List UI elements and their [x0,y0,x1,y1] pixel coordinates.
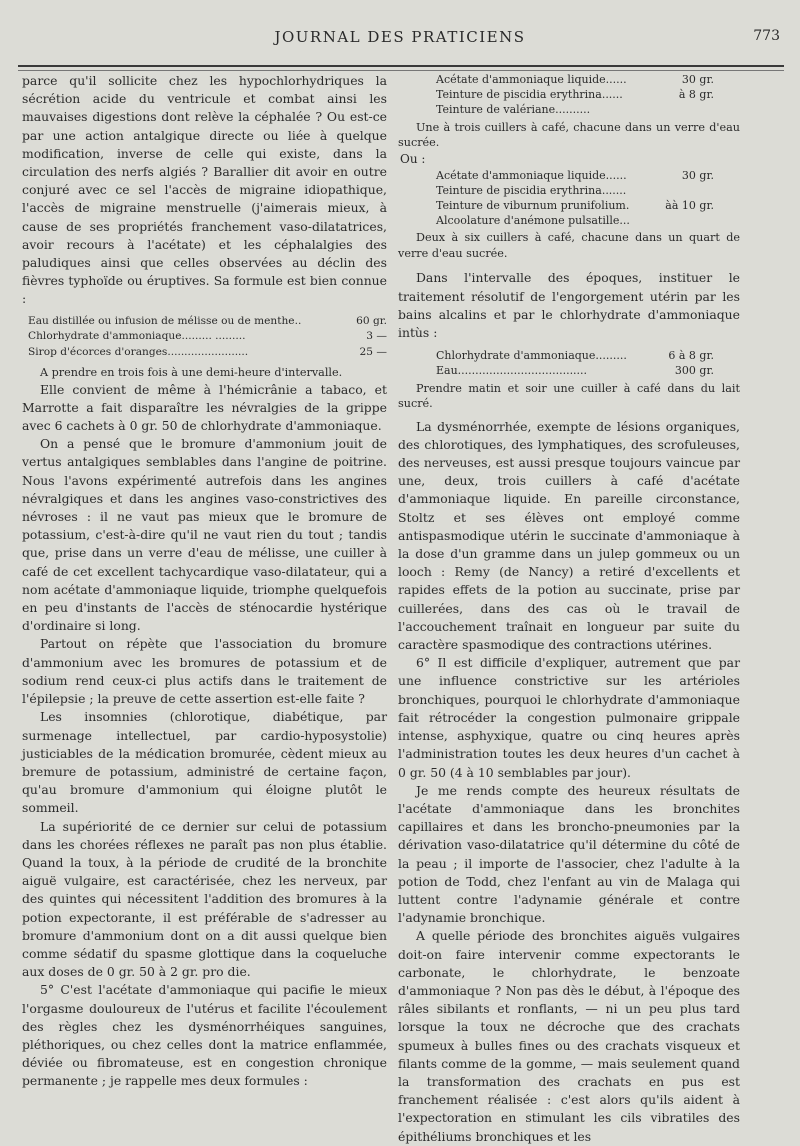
formula-migraine [28,314,387,361]
formula-line: Teinture de valériane.......... [436,103,591,117]
right-column [398,72,740,1146]
formula-line: Sirop d'écorces d'oranges........................ 25 — [28,345,387,358]
formula-line: Teinture de piscidia erythrina....... [436,183,627,197]
formula-line: Acétate d'ammoniaque liquide...... 30 gr. [436,73,714,86]
paragraph: On a pensé que le bromure d'ammonium jouit de vertus antalgiques semblables dans l'angine de poitrine. Nous l'avons expérimenté autrefois dans les angines névralgiques et dans les angines vaso-constrictives des névroses : il ne vaut pas mieux que le bromure de potassium, c'est-à-dire qu'il ne vaut rien du tout ; tandis que, prise dans un verre d'eau de mélisse, une cuiller à café de cet excellent tachycardique vaso-dilatateur, qui a nom acétate d'ammoniaque liquide, triomphe quelquefois en peu d'instants de l'accès de sténocardie hystérique d'ordinaire si long. [22,436,387,634]
formula-line: Chlorhydrate d'ammoniaque......... ......... 3 — [28,330,387,343]
formula-line: Teinture de viburnum prunifolium. àà 10 gr. [436,199,714,213]
running-header [20,28,780,50]
left-column [22,72,387,1091]
formula-line: Teinture de piscidia erythrina...... à 8 gr. [436,88,714,102]
paragraph: Partout on répète que l'association du bromure d'ammonium avec les bromures de potassium et de sodium rend ceux-ci plus actifs dans le traitement de l'épilepsie ; la preuve de cette assertion est-elle faite ? [22,636,387,707]
formula-line: Alcoolature d'anémone pulsatille... [436,214,630,228]
formula-line: Eau..................................... 300 gr. [436,364,714,378]
journal-title: JOURNAL DES PRATICIENS [274,28,526,46]
paragraph: Elle convient de même à l'hémicrânie a tabaco, et Marrotte a fait disparaître les névralgies de la grippe avec 6 cachets à 0 gr. 50 de chlorhydrate d'ammoniaque. [22,381,387,434]
paragraph: Les insomnies (chlorotique, diabétique, par surmenage intellectuel, par cardio-hyposystolie) justiciables de la médication bromurée, cèdent mieux au bremure de potassium, administré de certaine façon, qu'au bromure d'ammonium qui éloigne plutôt le sommeil. [22,709,387,816]
paragraph: parce qu'il sollicite chez les hypochlorhydriques la sécrétion acide du ventricule et combat ainsi les mauvaises digestions dont relève la céphalée ? Ou est-ce par une action antalgique directe ou liée à quelque modification, inverse de celle qui existe, dans la circulation des nerfs algiés ? Barallier dit avoir en outre conjuré avec ce sel l'accès de migraine idiopathique, l'accès de migraine menstruelle (j'aimerais mieux, à cause de ses propriétés franchement vaso-dilatatrices, avoir recours à l'acétate) et les céphalalgies des paludiques ainsi que celles observées au déclin des fièvres typhoïde ou éruptives. Sa formule est bien connue : [22,73,387,307]
paragraph: Dans l'intervalle des époques, instituer le traitement résolutif de l'engorgement utérin par les bains alcalins et par le chlorhydrate d'ammoniaque intùs : [398,270,740,341]
paragraph: La dysménorrhée, exempte de lésions organiques, des chlorotiques, des lymphatiques, des scrofuleuses, des nerveuses, est aussi presque toujours vaincue par une, deux, trois cuillers à café d'acétate d'ammoniaque liquide. En pareille circonstance, Stoltz et ses élèves ont employé comme antispasmodique utérin le succinate d'ammoniaque à la dose d'un gramme dans un julep gommeux ou un looch : Remy (de Nancy) a retiré d'excellents et rapides effets de la potion au succinate, prise par cuillerées, dans des cas où le travail de l'accouchement traînait en longueur par suite du caractère spasmodique des contractions utérines. [398,418,740,653]
paragraph: 6° Il est difficile d'expliquer, autrement que par une influence constrictive sur les artérioles bronchiques, pourquoi le chlorhydrate d'ammoniaque fait rétrocéder la congestion pulmonaire grippale intense, asphyxique, quatre ou cinq heures après l'administration toutes les deux heures d'un cachet à 0 gr. 50 (4 à 10 semblables par jour). [398,655,740,780]
formula-instruction: Deux à six cuillers à café, chacune dans un quart de verre d'eau sucrée. [398,231,740,260]
formula-instruction: Prendre matin et soir une cuiller à café dans du lait sucré. [398,381,740,411]
formula-dysmenorrhea-1 [436,72,740,118]
paragraph: A quelle période des bronchites aiguës vulgaires doit-on faire intervenir comme expectorants le carbonate, le chlorhydrate, le benzoate d'ammoniaque ? Non pas dès le début, à l'époque des râles sibilants et ronflants, — ni un peu plus tard lorsque la toux ne décroche que des crachats spumeux à bulles fines ou des crachats visqueux et filants comme de la gomme, — mais seulement quand la transformation des crachats en pus est franchement réalisée : c'est alors qu'ils aident à l'expectoration en stimulant les cils vibratiles des épithéliums bronchiques et les [398,928,740,1144]
header-rule [18,65,784,71]
paragraph: La supériorité de ce dernier sur celui de potassium dans les chorées réflexes ne paraît pas non plus établie. Quand la toux, à la période de crudité de la bronchite aiguë vulgaire, est caractérisée, chez les nerveux, par des quintes qui nécessitent l'addition des bromures à la potion expectorante, il est préférable de s'adresser au bromure d'ammonium dont on a dit aussi quelque bien comme sédatif du spasme glottique dans la coqueluche aux doses de 0 gr. 50 à 2 gr. pro die. [22,818,387,980]
formula-uterine [436,348,740,378]
page-number: 773 [753,28,780,44]
formula-line: Eau distillée ou infusion de mélisse ou de menthe.. 60 gr. [28,314,387,327]
formula-line: Chlorhydrate d'ammoniaque......... 6 à 8 gr. [436,349,714,363]
formula-dysmenorrhea-2 [436,168,740,229]
formula-instruction: Une à trois cuillers à café, chacune dans un verre d'eau sucrée. [398,120,740,150]
formula-instruction: A prendre en trois fois à une demi-heure d'intervalle. [40,366,343,380]
or-label: Ou : [400,151,426,166]
paragraph: 5° C'est l'acétate d'ammoniaque qui pacifie le mieux l'orgasme douloureux de l'utérus et facilite l'écoulement des règles chez les dysménorrhéiques sanguines, pléthoriques, ou chez celles dont la matrice enflammée, déviée ou fibromateuse, est en congestion chronique permanente ; je rappelle mes deux formules : [22,982,387,1089]
paragraph: Je me rends compte des heureux résultats de l'acétate d'ammoniaque dans les bronchites capillaires et dans les broncho-pneumonies par la dérivation vaso-dilatatrice qu'il détermine du côté de la peau ; il importe de l'associer, chez l'adulte à la potion de Todd, chez l'enfant au vin de Malaga qui luttent contre l'adynamie générale et contre l'adynamie bronchique. [398,782,740,926]
formula-line: Acétate d'ammoniaque liquide...... 30 gr. [436,168,714,182]
